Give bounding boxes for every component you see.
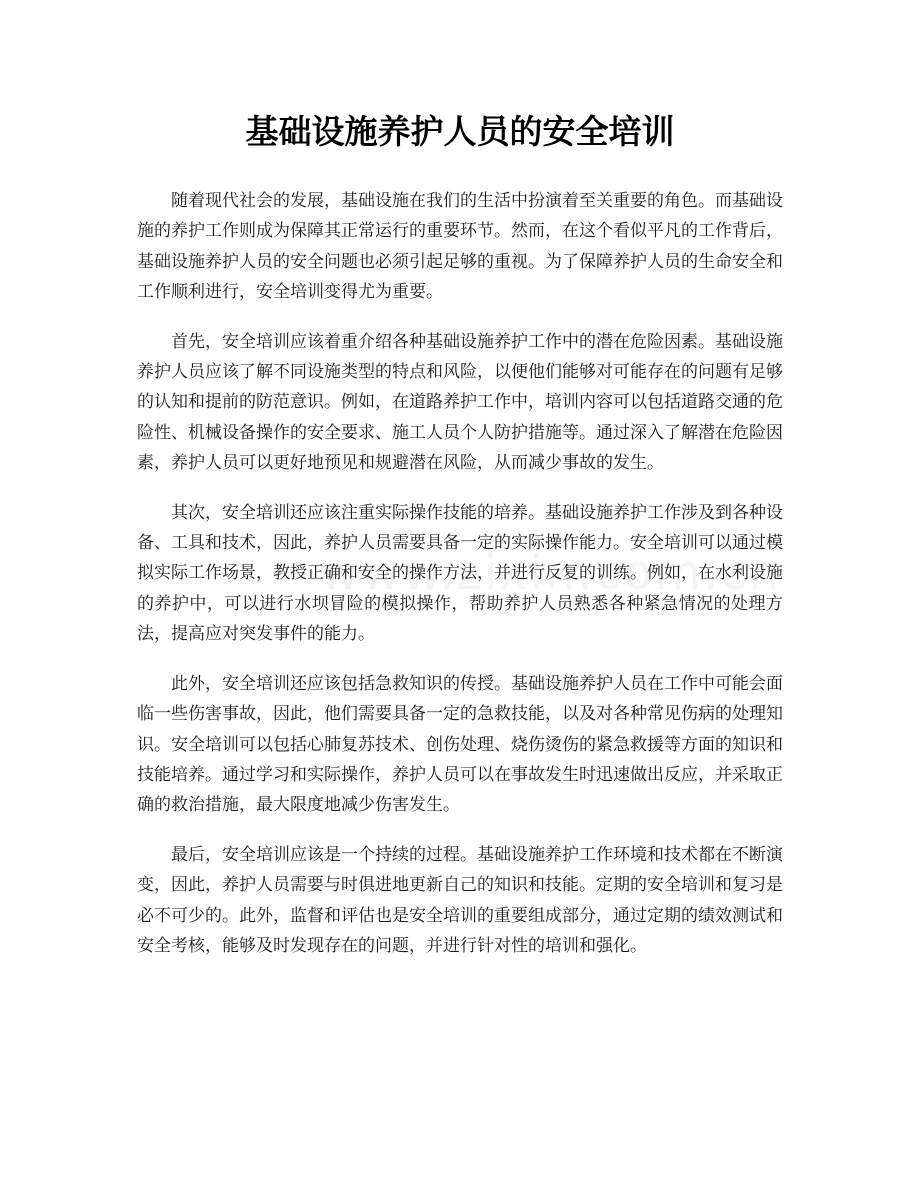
paragraph-4: 此外，安全培训还应该包括急救知识的传授。基础设施养护人员在工作中可能会面临一些伤害事故，因此，他们需要具备一定的急救技能，以及对各种常见伤病的处理知识。安全培训可以包括心肺复苏技术、创伤处理、烧伤烫伤的紧急救援等方面的知识和技能培养。通过学习和实际操作，养护人员可以在事故发生时迅速做出反应，并采取正确的救治措施，最大限度地减少伤害发生。	[137, 673, 783, 816]
paragraph-1: 随着现代社会的发展，基础设施在我们的生活中扮演着至关重要的角色。而基础设施的养护工作则成为保障其正常运行的重要环节。然而，在这个看似平凡的工作背后，基础设施养护人员的安全问题也必须引起足够的重视。为了保障养护人员的生命安全和工作顺利进行，安全培训变得尤为重要。	[137, 191, 783, 303]
paragraph-3: 其次，安全培训还应该注重实际操作技能的培养。基础设施养护工作涉及到各种设备、工具和技术，因此，养护人员需要具备一定的实际操作能力。安全培训可以通过模拟实际工作场景，教授正确和安全的操作方法，并进行反复的训练。例如，在水利设施的养护中，可以进行水坝冒险的模拟操作，帮助养护人员熟悉各种紧急情况的处理方法，提高应对突发事件的能力。	[137, 502, 783, 645]
document-body	[137, 186, 783, 980]
document-title: 基础设施养护人员的安全培训	[245, 112, 675, 151]
paragraph-2: 首先，安全培训应该着重介绍各种基础设施养护工作中的潜在危险因素。基础设施养护人员应该了解不同设施类型的特点和风险，以便他们能够对可能存在的问题有足够的认知和提前的防范意识。例如，在道路养护工作中，培训内容可以包括道路交通的危险性、机械设备操作的安全要求、施工人员个人防护措施等。通过深入了解潜在危险因素，养护人员可以更好地预见和规避潜在风险，从而减少事故的发生。	[137, 331, 783, 474]
paragraph-5: 最后，安全培训应该是一个持续的过程。基础设施养护工作环境和技术都在不断演变，因此，养护人员需要与时俱进地更新自己的知识和技能。定期的安全培训和复习是必不可少的。此外，监督和评估也是安全培训的重要组成部分，通过定期的绩效测试和安全考核，能够及时发现存在的问题，并进行针对性的培训和强化。	[137, 844, 783, 956]
